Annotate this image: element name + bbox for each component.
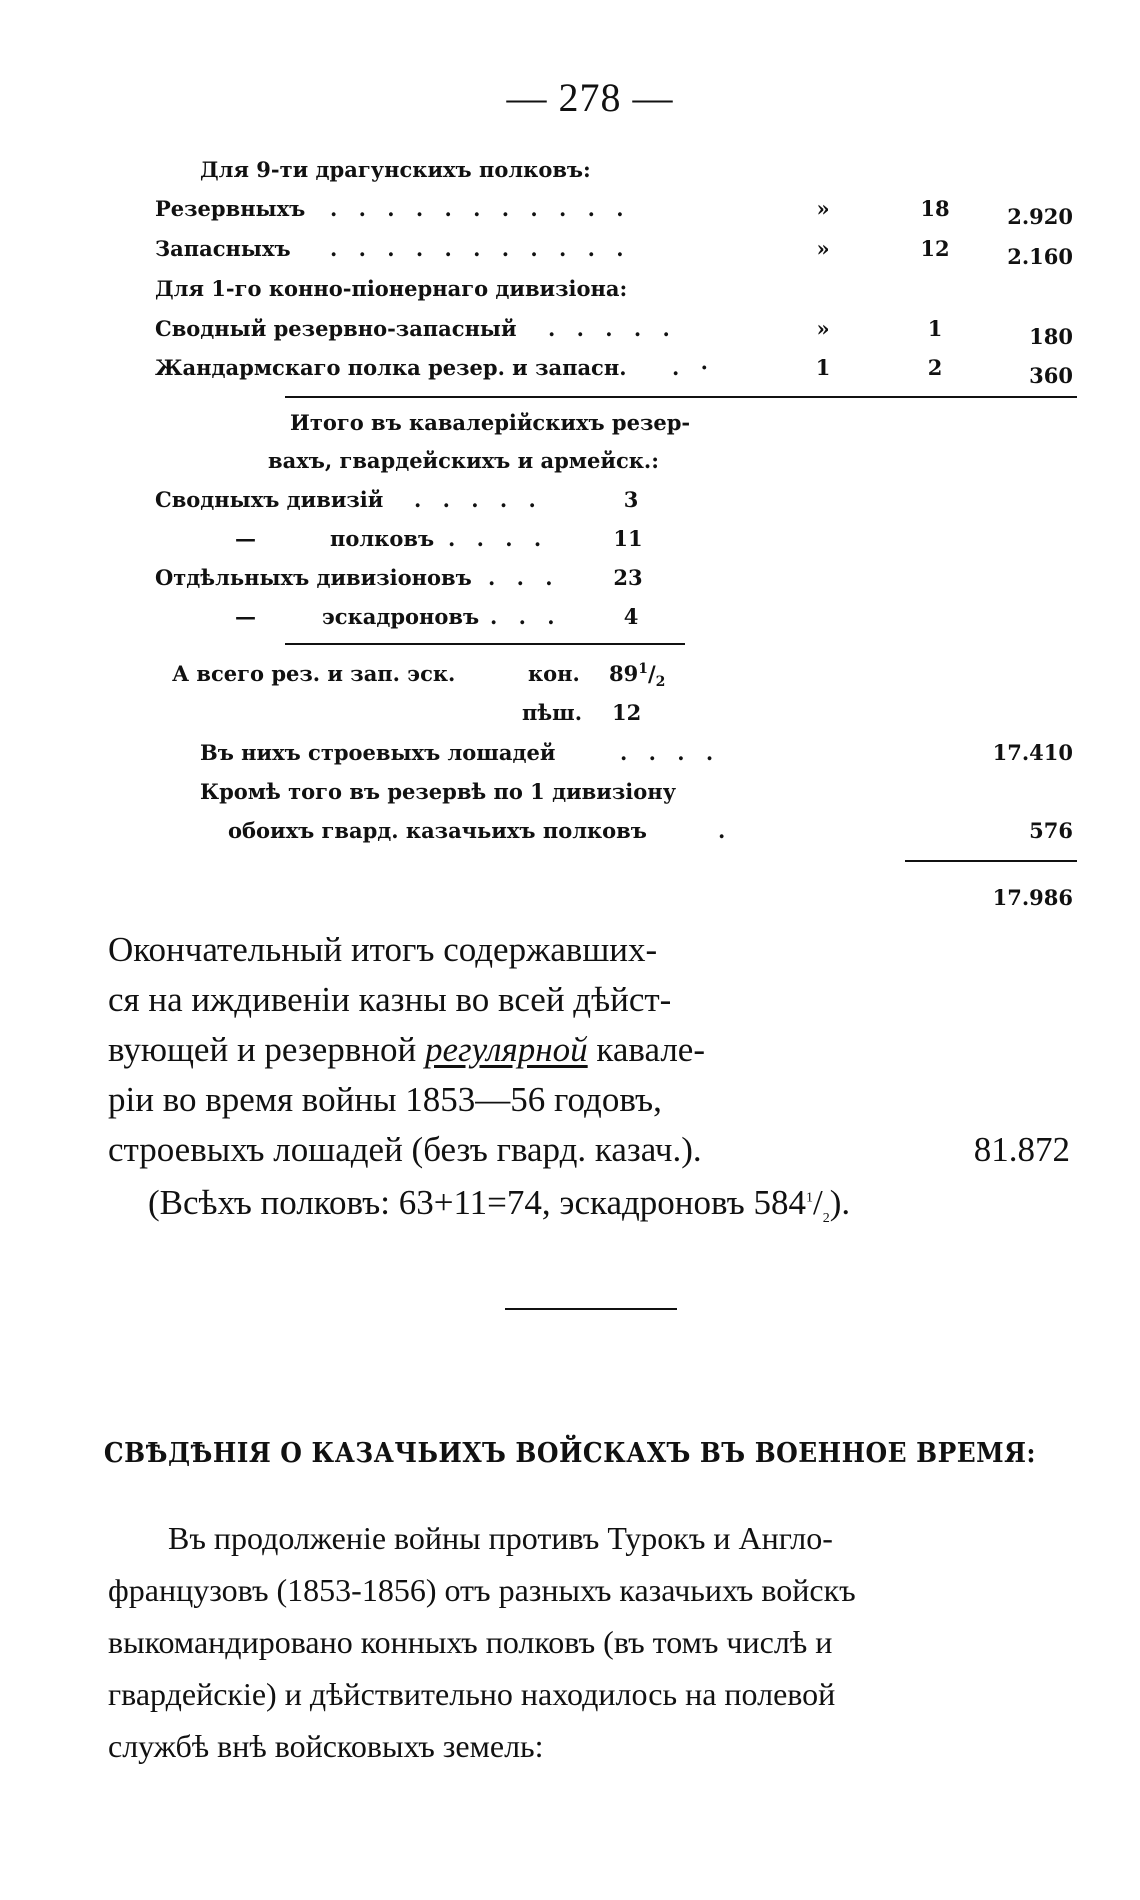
cell-value: 23 xyxy=(613,565,643,590)
table-section-heading xyxy=(0,276,1140,306)
leader-dots: . . . . . xyxy=(548,316,677,341)
ditto-dash: — xyxy=(235,604,256,629)
table-row xyxy=(0,355,1140,388)
cell-c3: 360 xyxy=(1029,363,1073,388)
paragraph-line: французовъ (1853-1856) отъ разныхъ казачьихъ войскъ xyxy=(108,1572,856,1608)
row-label: эскадроновъ xyxy=(322,604,480,629)
final-line: ріи во время войны 1853—56 годовъ, xyxy=(108,1080,662,1119)
cell-value: 3 xyxy=(623,487,639,512)
table-row xyxy=(0,526,1140,556)
table-row xyxy=(0,779,1140,809)
table-row xyxy=(0,604,1140,634)
leader-dots: . . . . . . . . . . . xyxy=(330,196,631,221)
ditto-dash: — xyxy=(235,526,256,551)
cell-value: 11 xyxy=(613,526,643,551)
divider xyxy=(285,396,1077,398)
infantry-label: пѣш. xyxy=(522,700,583,725)
table-row xyxy=(0,487,1140,517)
paragraph-line: гвардейскіе) и дѣйствительно находилось на полевой xyxy=(108,1676,836,1712)
sum-row xyxy=(0,885,1140,915)
infantry-value: 12 xyxy=(612,700,642,725)
divider xyxy=(285,643,685,645)
row-label: Жандармскаго полка резер. и запасн. xyxy=(155,355,627,380)
cavalry-label: кон. xyxy=(528,661,580,686)
pioneer-heading: Для 1-го конно-піонернаго дивизіона: xyxy=(155,276,628,301)
final-line: Окончательный итогъ содержавших- xyxy=(108,930,658,969)
row-label: Отдѣльныхъ дивизіоновъ xyxy=(155,565,472,590)
paragraph-line: службѣ внѣ войсковыхъ земель: xyxy=(108,1728,544,1764)
paragraph-line: выкомандировано конныхъ полковъ (въ томъ числѣ и xyxy=(108,1624,833,1660)
table-row xyxy=(0,818,1140,848)
cell-c2: 1 xyxy=(927,316,943,341)
cell-c1: » xyxy=(816,316,830,341)
final-line: строевыхъ лошадей (безъ гвард. казач.). xyxy=(108,1130,702,1169)
table-section-heading xyxy=(0,157,1140,187)
final-value: 81.872 xyxy=(973,1130,1070,1169)
final-line: ся на иждивеніи казны во всей дѣйст- xyxy=(108,980,672,1019)
cell-c2: 12 xyxy=(920,236,950,261)
cell-c1: » xyxy=(816,196,830,221)
cell-c3: 2.160 xyxy=(1007,244,1073,269)
table-row xyxy=(0,565,1140,595)
leader-dots: . . . . xyxy=(620,740,721,765)
cell-c2: 18 xyxy=(920,196,950,221)
grand-total-row xyxy=(0,700,1140,730)
totals-heading xyxy=(0,448,1140,478)
totals-heading-line: вахъ, гвардейскихъ и армейск.: xyxy=(268,448,659,473)
grand-total-row xyxy=(0,661,1140,691)
leader-dots: . xyxy=(718,818,733,843)
cell-c3: 576 xyxy=(1029,818,1073,843)
leader-dots: . . . . . . . . . . . xyxy=(330,236,631,261)
row-label: Запасныхъ xyxy=(155,236,291,261)
cavalry-value: $89^1/_2$ xyxy=(609,661,666,691)
row-label: Кромѣ того въ резервѣ по 1 дивизіону xyxy=(200,779,677,804)
final-summary-line: (Всѣхъ полковъ: 63+11=74, эскадроновъ $584^1/_2$). xyxy=(148,1183,851,1226)
page-number: — 278 — xyxy=(506,75,674,120)
table-row xyxy=(0,196,1140,229)
leader-dots: . . . . . xyxy=(414,487,543,512)
cell-c2: 2 xyxy=(927,355,943,380)
paragraph-line: Въ продолженіе войны противъ Турокъ и Англо- xyxy=(168,1520,833,1556)
leader-dots: . . . xyxy=(490,604,562,629)
row-label: Въ нихъ строевыхъ лошадей xyxy=(200,740,556,765)
row-label: обоихъ гвард. казачьихъ полковъ xyxy=(228,818,647,843)
divider xyxy=(905,860,1077,862)
section-divider xyxy=(505,1308,677,1310)
row-label: Резервныхъ xyxy=(155,196,306,221)
sum-value: 17.986 xyxy=(992,885,1073,910)
row-label: Сводныхъ дивизій xyxy=(155,487,384,512)
totals-heading-line: Итого въ кавалерійскихъ резер- xyxy=(290,410,691,435)
totals-heading xyxy=(0,410,1140,440)
section-heading: СВѢДѢНІЯ О КАЗАЧЬИХЪ ВОЙСКАХЪ ВЪ ВОЕННОЕ ВРЕМЯ: xyxy=(103,1438,1037,1469)
table-row xyxy=(0,236,1140,269)
cell-c1: » xyxy=(816,236,830,261)
final-line: вующей и резервной регулярной кавале- xyxy=(108,1030,705,1069)
leader-dots: . . . . xyxy=(448,526,549,551)
cell-c3: 180 xyxy=(1029,324,1073,349)
table-row xyxy=(0,740,1140,770)
leader-dots: . · xyxy=(672,355,715,380)
leader-dots: . . . xyxy=(488,565,560,590)
cell-c3: 17.410 xyxy=(992,740,1073,765)
cell-c3: 2.920 xyxy=(1007,204,1073,229)
dragoon-heading: Для 9-ти драгунскихъ полковъ: xyxy=(200,157,591,182)
row-label: Сводный резервно-запасный xyxy=(155,316,517,341)
cell-value: 4 xyxy=(623,604,639,629)
grand-total-label: А всего рез. и зап. эск. xyxy=(172,661,456,686)
cell-c1: 1 xyxy=(815,355,831,380)
row-label: полковъ xyxy=(330,526,435,551)
table-row xyxy=(0,316,1140,349)
